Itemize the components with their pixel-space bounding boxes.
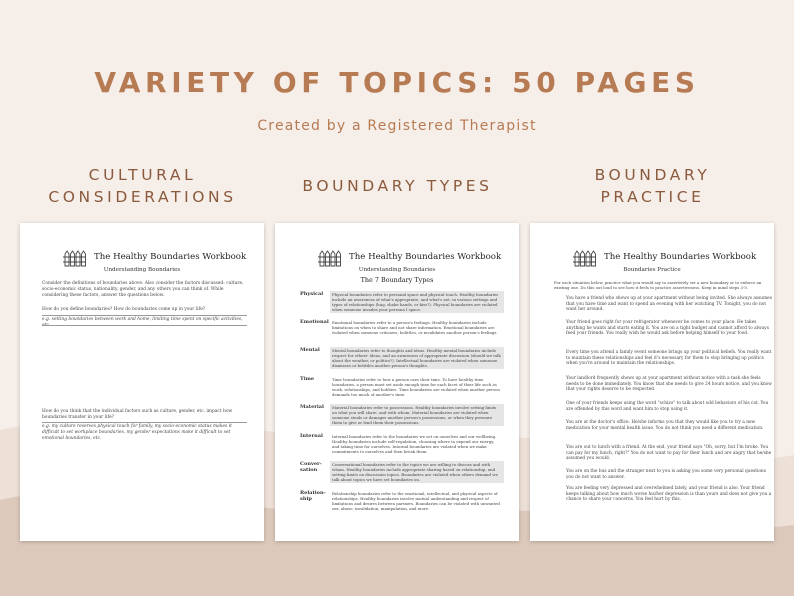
worksheet-page-cultural: [20, 223, 264, 541]
boundary-type-label: Emotional: [300, 319, 329, 325]
boundary-type-description: Internal boundaries refer to the boundaries we set on ourselves and our wellbeing. Healthy boundaries include self-regulation, choosing where to expend our energy, and taking time for ourselves. Internal boundaries are violated when we make commitments to ourselves and then break them.: [332, 434, 497, 454]
scenario-text: Your friend goes right for your refrigerator whenever he comes to your place. He takes anything he wants and starts eating it. You are on a tight budget and cannot afford to always feed your friends. You really wish he would ask before helping himself to your food.: [566, 320, 769, 337]
question-text: How do you define boundaries? How do boundaries come up in your life?: [42, 307, 206, 312]
column-heading-practice: [530, 164, 775, 208]
column-heading-line: CULTURAL: [88, 166, 197, 184]
boundary-type-description: Material boundaries refer to possessions. Healthy boundaries involve setting limits on what you will share, and with whom. Material boundaries are violated when someone steals or damages another person's possessions, or when they pressure them to give or lend them their possessions.: [330, 404, 504, 426]
boundary-type-description: Emotional boundaries refer to a person's feelings. Healthy boundaries include limitations on when to share and not share information. Emotional boundaries are violated when someone criticizes, belittles, or invalidates another person's feelings.: [332, 320, 498, 335]
scenario-text: You are on the bus and the stranger next to you is asking you some very personal questions you do not want to answer.: [566, 469, 766, 480]
boundary-type-label: Material: [300, 404, 324, 410]
section-title: The 7 Boundary Types: [360, 276, 434, 284]
scenario-text: One of your friends keeps using the word "schizo" to talk about odd behaviors of his cat. You are offended by this word and want him to stop using it.: [566, 401, 769, 412]
column-heading-line: CONSIDERATIONS: [48, 188, 237, 206]
workbook-title: The Healthy Boundaries Workbook: [94, 252, 247, 262]
column-heading-cultural: [20, 164, 265, 208]
page-subtitle: Understanding Boundaries: [103, 267, 181, 273]
boundary-type-label: Mental: [300, 347, 320, 353]
hero-title: VARIETY OF TOPICS: 50 PAGES: [94, 66, 700, 99]
page-subtitle: Boundaries Practice: [623, 267, 681, 273]
scenario-text: You are at the doctor's office. He/she informs you that they would like you to try a new medication for your mental health issue. You do not think you need a different medication.: [566, 420, 764, 431]
column-heading-line: PRACTICE: [600, 188, 705, 206]
scenario-text: You are feeling very depressed and overwhelmed lately, and your friend is also. Your friend keeps talking about how much worse his/her depression is than yours and does not give you a chance to share your concerns. You feel hurt by this.: [566, 486, 772, 503]
question-text: How do you think that the individual factors such as culture, gender, etc. impact how boundaries transfer in your life?: [42, 409, 233, 420]
boundary-type-description: Physical boundaries refer to personal space and physical touch. Healthy boundaries include an awareness of what's appropriate, and what's not, in various settings and types of relationships (hug, shake hands, or kiss?). Physical boundaries are violated when someone invades your persona l space.: [330, 291, 504, 313]
column-heading-types: [275, 175, 520, 197]
example-text: e.g. setting boundaries between work and home, limiting time spent on specific activities, etc.: [42, 317, 243, 328]
boundary-type-description: Relationship boundaries refer to the emotional, intellectual, and physical aspects of relationships. Healthy boundaries involve mutual understanding and respect of limitations and desires between partners. Boundaries can be violated with unwanted sex, abuse, invalidation, manipulation, and more.: [332, 491, 500, 511]
boundary-type-label: Conver-sation: [300, 461, 322, 473]
scenario-text: Every time you attend a family event someone brings up your political beliefs. You really want to maintain these relationships and feel it's necessary for them to stop bringing up politics when you're around to maintain the relationships.: [566, 350, 772, 367]
worksheet-page-types: [275, 223, 519, 541]
worksheet-page-practice: [530, 223, 774, 541]
boundary-type-description: Mental boundaries refer to thoughts and ideas. Healthy mental boundaries include respect for others' ideas, and an awareness of appropriate discussion (should we talk about the weather, or politics?). Intellectual boundaries are violated when someone dismisses or belittles another person's thoughts.: [330, 347, 504, 369]
intro-text: For each situation below, practice what you would say to assertively set a new boundary or to enforce an existing one. Do this out loud to see how it feels to practice assertiveness. Keep in mind steps 3-5.: [554, 280, 762, 290]
answer-line: [42, 315, 247, 316]
scenario-text: You are out to lunch with a friend. At the end, your friend says "Oh, sorry, but I'm broke. You can pay for my lunch, right?" You do not want to pay for their lunch and are angry that he/she assumed you would.: [566, 445, 772, 462]
answer-line: [42, 422, 247, 423]
example-text: e.g. my culture reserves physical touch for family, my socio-economic status makes it difficult to set workplace boundaries, my gender expectations make it difficult to set emotional boundaries, etc.: [42, 424, 232, 441]
boundary-type-description: Time boundaries refer to how a person uses their time. To have healthy time boundaries, a person must set aside enough time for each facet of their life such as work, relationships, and hobbies. Time boundaries are violated when another person demands too much of another's time.: [332, 377, 500, 397]
intro-text: Consider the definitions of boundaries above. Also consider the factors discussed: culture, socio-economic status, nationality, gender, and any others you can think of. While considering these factors, answer the questions below.: [42, 281, 244, 298]
boundary-type-label: Physical: [300, 291, 324, 297]
boundary-type-label: Relation-ship: [300, 490, 326, 502]
fence-icon: [572, 249, 596, 267]
column-heading-line: BOUNDARY: [594, 166, 711, 184]
workbook-title: The Healthy Boundaries Workbook: [349, 252, 502, 262]
scenario-text: You have a friend who shows up at your apartment without being invited. She always assumes that you have time and want to spend an evening with her watching TV. Tonight, you do not want her around.: [566, 296, 772, 313]
scenario-text: Your landlord frequently shows up at your apartment without notice with a task she feels needs to be done immediately. You know that she needs to give 24 hours notice, and you know that your rights deserve to be respected.: [566, 376, 772, 393]
column-heading-line: BOUNDARY TYPES: [302, 177, 493, 195]
workbook-title: The Healthy Boundaries Workbook: [604, 252, 757, 262]
answer-line: [42, 325, 247, 326]
page-subtitle: Understanding Boundaries: [358, 267, 436, 273]
hero-subtitle: Created by a Registered Therapist: [257, 118, 537, 134]
boundary-type-description: Conversational boundaries refer to the topics we are willing to discuss and with whom. Healthy boundaries include appropriate sharing based on relationship, and setting limits on discussion topics. Boundaries are violated when others demand we talk about topics we have set boundaries on.: [330, 461, 504, 483]
boundary-type-label: Internal: [300, 433, 323, 439]
fence-icon: [62, 249, 86, 267]
boundary-type-label: Time: [300, 376, 315, 382]
fence-icon: [317, 249, 341, 267]
